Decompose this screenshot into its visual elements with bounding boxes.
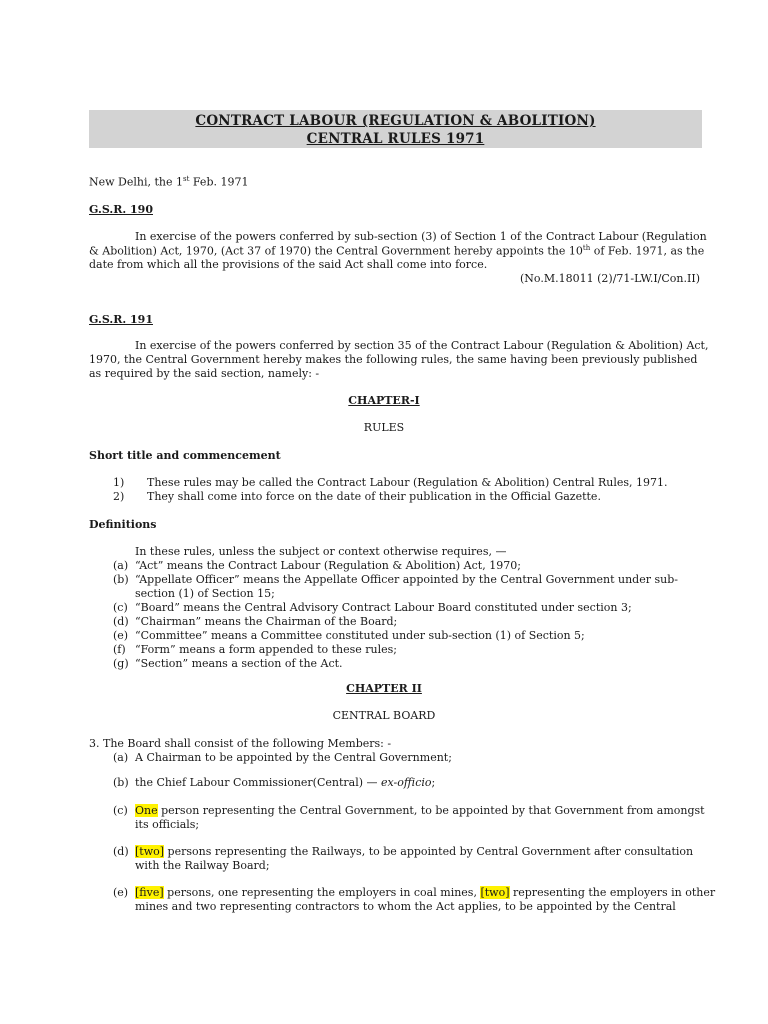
rule3-intro: 3. The Board shall consist of the following Members: - <box>89 737 392 750</box>
definition-key: (g) <box>113 657 129 670</box>
dateline <box>89 175 248 189</box>
rule3-item-e-cont: mines and two representing contractors to whom the Act applies, to be appointed by the Central <box>135 900 676 913</box>
rule3-key: (e) <box>113 886 129 899</box>
gsr190-heading: G.S.R. 190 <box>89 203 153 216</box>
dateline-suffix: Feb. 1971 <box>189 175 249 189</box>
definition-form: “Form” means a form appended to these rules; <box>135 643 397 656</box>
short-title-item-num: 2) <box>113 490 125 503</box>
gsr191-heading: G.S.R. 191 <box>89 313 153 326</box>
definition-appellate-officer: “Appellate Officer” means the Appellate Officer appointed by the Central Government under sub- <box>135 573 678 586</box>
document-title-line2: CENTRAL RULES 1971 <box>306 131 485 147</box>
definition-key: (a) <box>113 559 129 572</box>
rule3-item-b <box>135 776 435 789</box>
rule3-item-e-text-b: representing the employers in other <box>509 886 716 899</box>
rule3-item-d-text: persons representing the Railways, to be appointed by Central Government after consultation <box>164 845 694 858</box>
chapter2-subheading: CENTRAL BOARD <box>332 709 436 722</box>
gsr191-line1: In exercise of the powers conferred by section 35 of the Contract Labour (Regulation & Abolition) Act, <box>135 339 709 352</box>
short-title-item-num: 1) <box>113 476 125 489</box>
gsr190-line1: In exercise of the powers conferred by sub-section (3) of Section 1 of the Contract Labour (Regulation <box>135 230 707 243</box>
rule3-item-b-end: ; <box>431 776 436 789</box>
definition-key: (f) <box>113 643 126 656</box>
gsr191-line2: 1970, the Central Government hereby makes the following rules, the same having been previously published <box>89 353 698 366</box>
rule3-item-e-text: persons, one representing the employers in coal mines, <box>163 886 481 899</box>
definitions-heading: Definitions <box>89 518 157 531</box>
definition-act: “Act” means the Contract Labour (Regulation & Abolition) Act, 1970; <box>135 559 521 572</box>
rule3-item-b-emphasis: ex-officio <box>381 776 432 789</box>
short-title-heading: Short title and commencement <box>89 449 281 462</box>
short-title-item-text: They shall come into force on the date of their publication in the Official Gazette. <box>147 490 601 503</box>
definition-board: “Board” means the Central Advisory Contract Labour Board constituted under section 3; <box>135 601 632 614</box>
definition-committee: “Committee” means a Committee constituted under sub-section (1) of Section 5; <box>135 629 585 642</box>
definition-key: (c) <box>113 601 128 614</box>
gsr190-line2 <box>89 244 704 258</box>
definition-section: “Section” means a section of the Act. <box>135 657 343 670</box>
chapter1-subheading: RULES <box>363 421 405 434</box>
gsr190-line3: date from which all the provisions of the said Act shall come into force. <box>89 258 488 271</box>
rule3-item-a: A Chairman to be appointed by the Central Government; <box>135 751 452 764</box>
gsr190-line2b: of Feb. 1971, as the <box>590 244 705 258</box>
gsr190-reference: (No.M.18011 (2)/71-LW.I/Con.II) <box>520 272 700 285</box>
highlight-mark: One <box>135 804 158 817</box>
rule3-item-c-cont: its officials; <box>135 818 200 831</box>
highlight-mark: [two] <box>135 845 165 858</box>
gsr190-line2a: & Abolition) Act, 1970, (Act 37 of 1970) the Central Government hereby appoints the 10 <box>89 244 583 258</box>
definition-chairman: “Chairman” means the Chairman of the Board; <box>135 615 398 628</box>
rule3-key: (d) <box>113 845 129 858</box>
chapter2-heading: CHAPTER II <box>346 682 422 695</box>
highlight-mark: [five] <box>135 886 164 899</box>
highlight-mark: [two] <box>480 886 510 899</box>
definition-key: (b) <box>113 573 129 586</box>
rule3-key: (c) <box>113 804 128 817</box>
definition-appellate-officer-cont: section (1) of Section 15; <box>135 587 275 600</box>
document-title-line1: CONTRACT LABOUR (REGULATION & ABOLITION) <box>195 113 596 129</box>
dateline-prefix: New Delhi, the 1 <box>89 175 183 189</box>
rule3-item-c <box>135 804 705 817</box>
rule3-item-d <box>135 845 693 858</box>
rule3-item-e <box>135 886 715 899</box>
rule3-item-d-cont: with the Railway Board; <box>135 859 270 872</box>
rule3-item-c-text: person representing the Central Government, to be appointed by that Government from amongst <box>157 804 705 817</box>
title-band <box>89 110 702 148</box>
short-title-item-text: These rules may be called the Contract Labour (Regulation & Abolition) Central Rules, 1971. <box>147 476 668 489</box>
rule3-item-b-text: the Chief Labour Commissioner(Central) — <box>135 776 382 789</box>
definitions-intro: In these rules, unless the subject or context otherwise requires, — <box>135 545 507 558</box>
definition-key: (d) <box>113 615 129 628</box>
chapter1-heading: CHAPTER-I <box>348 394 420 407</box>
rule3-key: (b) <box>113 776 129 789</box>
gsr190-sup: th <box>582 244 591 252</box>
rule3-key: (a) <box>113 751 129 764</box>
definition-key: (e) <box>113 629 129 642</box>
dateline-sup: st <box>183 175 190 183</box>
gsr191-line3: as required by the said section, namely: - <box>89 367 320 380</box>
